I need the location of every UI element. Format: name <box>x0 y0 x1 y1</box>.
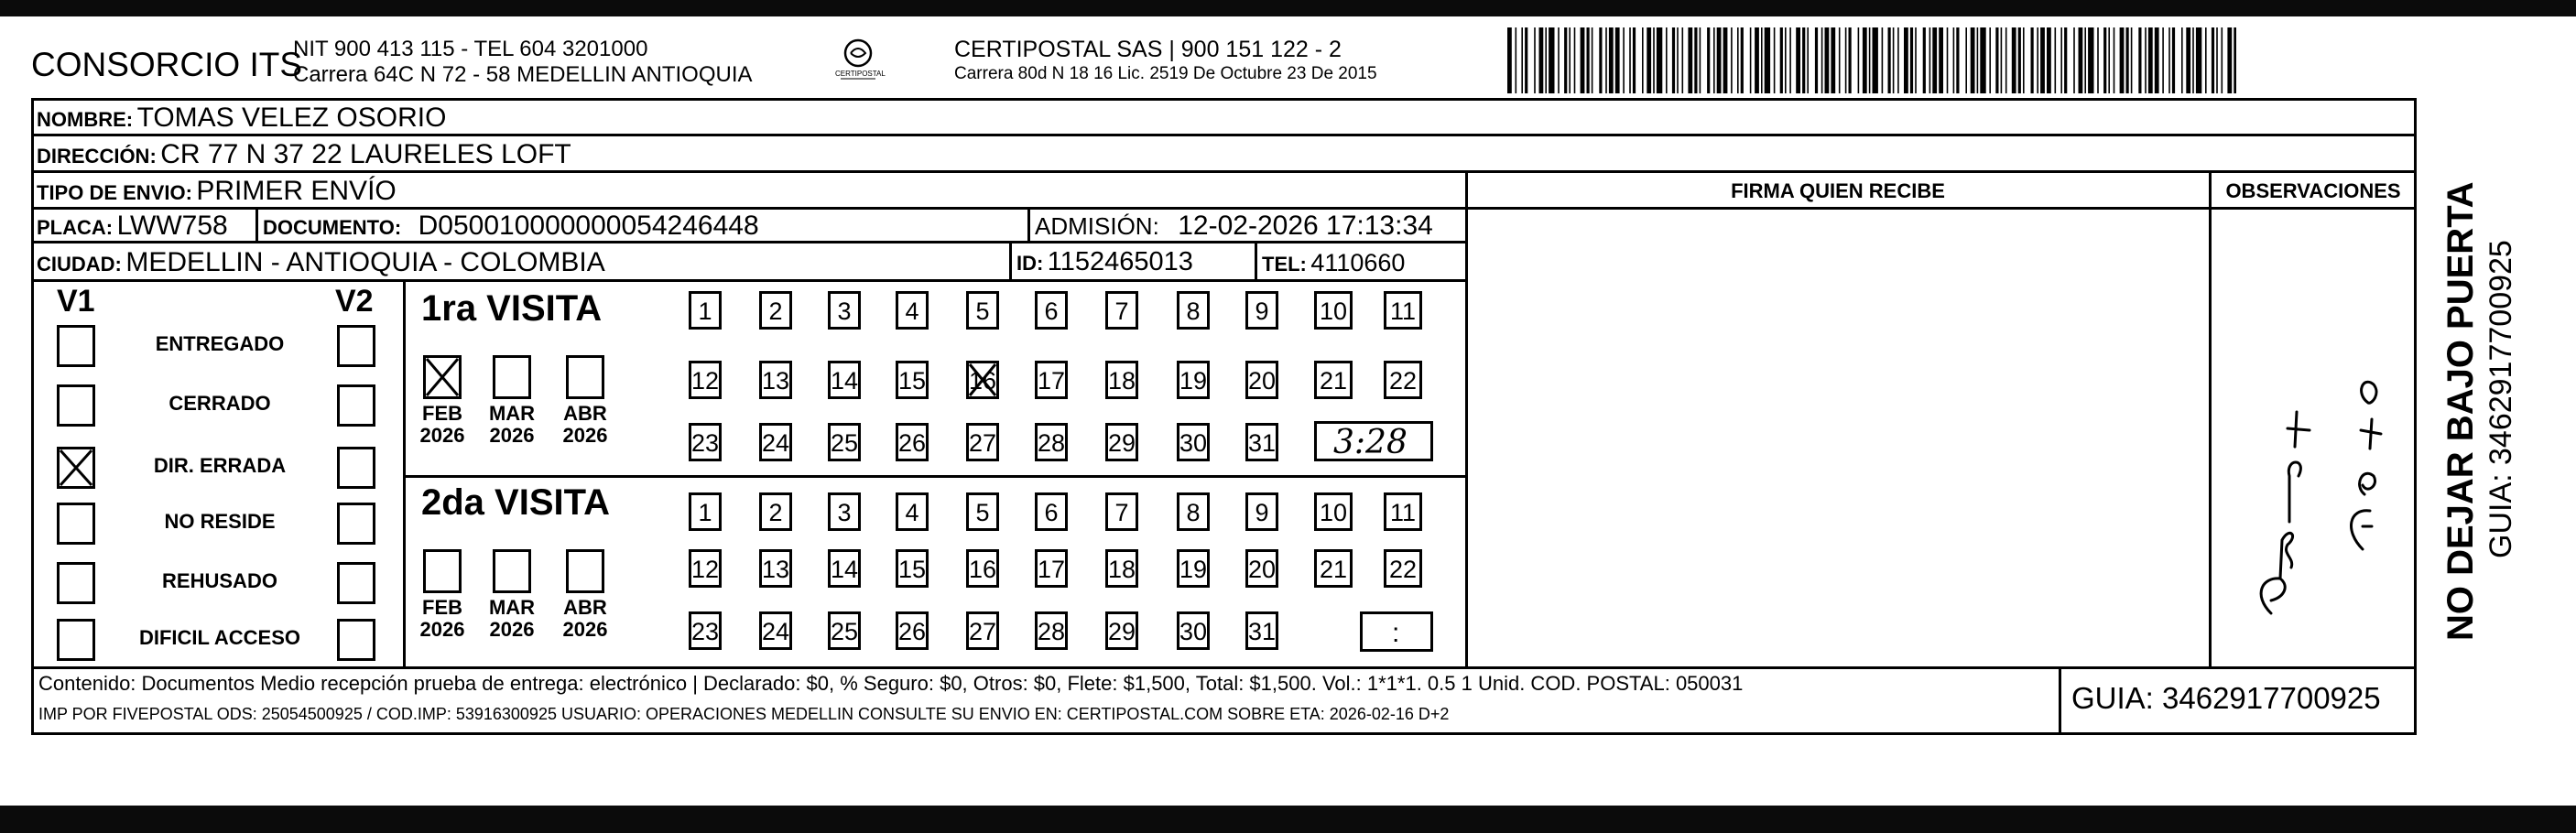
day-box[interactable]: 29 <box>1105 423 1138 461</box>
documento-label: DOCUMENTO: <box>263 216 402 239</box>
day-box[interactable]: 25 <box>828 423 861 461</box>
day-box[interactable]: 28 <box>1035 611 1068 650</box>
footer-line-1: Contenido: Documentos Medio recepción prueba de entrega: electrónico | Declarado: $0, % Seguro: $0, Otros: $0, Flete: $1,500, Total: $1,500. Vol.: 1*1*1. 0.5 1 Unid. COD. POSTAL: 050031 <box>38 672 1744 695</box>
day-box[interactable]: 23 <box>689 611 722 650</box>
tel-field <box>1262 249 1405 277</box>
day-box[interactable]: 9 <box>1245 291 1278 330</box>
day-box[interactable]: 7 <box>1105 291 1138 330</box>
v2-header: V2 <box>335 284 374 319</box>
day-box[interactable]: 20 <box>1245 549 1278 588</box>
v1-checkbox[interactable] <box>57 325 95 367</box>
v1-checkbox[interactable] <box>57 384 95 427</box>
placa-value: LWW758 <box>116 211 228 241</box>
first-visit-time: 3:28 <box>1333 424 1408 461</box>
day-box[interactable]: 3 <box>828 291 861 330</box>
day-box[interactable]: 8 <box>1177 291 1210 330</box>
status-label: CERRADO <box>168 392 271 415</box>
admision-label: ADMISIÓN: <box>1035 212 1159 240</box>
day-box[interactable]: 23 <box>689 423 722 461</box>
day-box[interactable]: 24 <box>759 423 792 461</box>
nombre-value: TOMAS VELEZ OSORIO <box>136 103 447 133</box>
day-box[interactable]: 24 <box>759 611 792 650</box>
month-label: FEB 2026 <box>419 596 465 641</box>
month-checkbox[interactable] <box>566 549 604 593</box>
month-checkbox[interactable] <box>423 549 462 593</box>
day-box[interactable]: 27 <box>966 423 999 461</box>
carrier-name: CERTIPOSTAL SAS | 900 151 122 - 2 <box>954 37 1342 62</box>
handwritten-observation <box>2234 339 2390 632</box>
day-box[interactable]: 2 <box>759 291 792 330</box>
day-box[interactable]: 9 <box>1245 492 1278 531</box>
day-box[interactable]: 20 <box>1245 361 1278 399</box>
day-box[interactable]: 12 <box>689 549 722 588</box>
day-box[interactable]: 19 <box>1177 549 1210 588</box>
observaciones-header: OBSERVACIONES <box>2225 179 2401 202</box>
footer-guia: GUIA: 3462917700925 <box>2071 681 2381 715</box>
second-visit-title: 2da VISITA <box>421 482 610 523</box>
tel-value: 4110660 <box>1310 249 1406 276</box>
firma-header: FIRMA QUIEN RECIBE <box>1731 179 1945 202</box>
month-label: FEB 2026 <box>419 402 465 447</box>
day-box[interactable]: 6 <box>1035 492 1068 531</box>
day-box[interactable]: 21 <box>1314 361 1353 399</box>
ciudad-field <box>37 247 605 278</box>
admision-value: 12-02-2026 17:13:34 <box>1178 211 1433 241</box>
day-box[interactable]: 14 <box>828 549 861 588</box>
row-line-2 <box>31 170 2417 173</box>
day-box[interactable]: 21 <box>1314 549 1353 588</box>
day-box[interactable]: 13 <box>759 549 792 588</box>
day-box[interactable]: 14 <box>828 361 861 399</box>
id-label: ID: <box>1016 252 1044 275</box>
day-box[interactable]: 31 <box>1245 611 1278 650</box>
v2-checkbox[interactable] <box>337 384 375 427</box>
documento-value: D050010000000054246448 <box>418 211 759 241</box>
id-divider <box>1255 241 1257 279</box>
nombre-label: NOMBRE: <box>37 108 134 131</box>
day-box[interactable]: 3 <box>828 492 861 531</box>
logo-caption: CERTIPOSTAL <box>835 70 886 78</box>
direccion-value: CR 77 N 37 22 LAURELES LOFT <box>160 139 571 169</box>
admision-field <box>1035 211 1433 242</box>
day-box[interactable]: 15 <box>896 549 929 588</box>
day-box[interactable]: 26 <box>896 611 929 650</box>
bottom-border-bar <box>0 806 2576 833</box>
company-address: Carrera 64C N 72 - 58 MEDELLIN ANTIOQUIA <box>293 62 753 87</box>
placa-label: PLACA: <box>37 216 114 239</box>
day-box[interactable]: 4 <box>896 492 929 531</box>
direccion-field <box>37 139 571 170</box>
visit-panel-divider <box>403 279 406 666</box>
day-box[interactable]: 12 <box>689 361 722 399</box>
day-box[interactable]: 8 <box>1177 492 1210 531</box>
v1-checkbox[interactable] <box>57 447 95 489</box>
status-label: ENTREGADO <box>155 332 285 355</box>
top-border-bar <box>0 0 2576 16</box>
no-dejar-bajo-puerta: NO DEJAR BAJO PUERTA <box>2440 181 2481 641</box>
day-box[interactable]: 5 <box>966 291 999 330</box>
status-label: REHUSADO <box>162 569 277 592</box>
x-mark-icon <box>57 447 95 489</box>
day-box[interactable]: 1 <box>689 492 722 531</box>
company-name: CONSORCIO ITS <box>31 46 303 83</box>
day-box[interactable]: 16 <box>966 361 999 399</box>
status-label: NO RESIDE <box>164 510 276 533</box>
nombre-field <box>37 103 446 134</box>
tel-label: TEL: <box>1262 253 1307 276</box>
day-box[interactable]: 26 <box>896 423 929 461</box>
day-box[interactable]: 28 <box>1035 423 1068 461</box>
footer-line-2: IMP POR FIVEPOSTAL ODS: 25054500925 / COD.IMP: 53916300925 USUARIO: OPERACIONES MEDELLIN CONSULTE SU ENVIO EN: CERTIPOSTAL.COM SOBRE ETA: 2026-02-16 D+2 <box>38 705 1450 723</box>
day-box[interactable]: 4 <box>896 291 929 330</box>
day-box[interactable]: 10 <box>1314 291 1353 330</box>
month-checkbox[interactable] <box>493 355 531 399</box>
side-guia: GUIA: 3462917700925 <box>2484 240 2518 558</box>
month-label: MAR 2026 <box>488 596 536 641</box>
observations-right-edge <box>2414 170 2417 666</box>
day-box[interactable]: 18 <box>1105 549 1138 588</box>
barcode <box>1507 27 2236 93</box>
month-checkbox[interactable] <box>566 355 604 399</box>
day-box[interactable]: 22 <box>1384 549 1422 588</box>
documento-divider <box>1027 207 1030 242</box>
day-box[interactable]: 6 <box>1035 291 1068 330</box>
v2-checkbox[interactable] <box>337 447 375 489</box>
day-box[interactable]: 31 <box>1245 423 1278 461</box>
day-box[interactable]: 10 <box>1314 492 1353 531</box>
day-box[interactable]: 13 <box>759 361 792 399</box>
day-box[interactable]: 29 <box>1105 611 1138 650</box>
second-visit-time-box <box>1360 611 1433 652</box>
ciudad-value: MEDELLIN - ANTIOQUIA - COLOMBIA <box>125 247 605 277</box>
footer-guia-divider <box>2059 666 2061 735</box>
day-box[interactable]: 17 <box>1035 549 1068 588</box>
documento-field <box>263 211 759 242</box>
day-box[interactable]: 30 <box>1177 611 1210 650</box>
day-box[interactable]: 11 <box>1384 492 1422 531</box>
id-value: 1152465013 <box>1047 247 1193 276</box>
v2-checkbox[interactable] <box>337 562 375 604</box>
tipo-envio-label: TIPO DE ENVIO: <box>37 181 192 204</box>
day-box[interactable]: 22 <box>1384 361 1422 399</box>
v1-checkbox[interactable] <box>57 503 95 545</box>
first-visit-time-box <box>1314 421 1433 461</box>
month-checkbox[interactable] <box>493 549 531 593</box>
day-box[interactable]: 19 <box>1177 361 1210 399</box>
month-checkbox[interactable] <box>423 355 462 399</box>
month-label: ABR 2026 <box>562 402 608 447</box>
id-field <box>1016 247 1193 277</box>
first-visit-title: 1ra VISITA <box>421 288 603 329</box>
tipo-envio-field <box>37 176 397 207</box>
day-box[interactable]: 16 <box>966 549 999 588</box>
row-line-5 <box>31 279 1467 282</box>
signature-divider <box>1465 170 1468 666</box>
ciudad-label: CIUDAD: <box>37 253 122 276</box>
second-visit-time: : <box>1392 618 1400 648</box>
observations-divider <box>2209 170 2212 666</box>
v1-checkbox[interactable] <box>57 562 95 604</box>
month-label: ABR 2026 <box>562 596 608 641</box>
status-label: DIFICIL ACCESO <box>138 626 300 649</box>
day-box[interactable]: 7 <box>1105 492 1138 531</box>
day-box[interactable]: 17 <box>1035 361 1068 399</box>
company-nit-tel: NIT 900 413 115 - TEL 604 3201000 <box>293 37 648 61</box>
placa-field <box>37 211 228 242</box>
visit-split-line <box>403 475 1467 478</box>
day-box[interactable]: 25 <box>828 611 861 650</box>
month-label: MAR 2026 <box>488 402 536 447</box>
day-box[interactable]: 18 <box>1105 361 1138 399</box>
v2-checkbox[interactable] <box>337 503 375 545</box>
x-mark-icon <box>423 355 462 399</box>
day-box[interactable]: 27 <box>966 611 999 650</box>
certipostal-logo <box>835 35 886 90</box>
v2-checkbox[interactable] <box>337 619 375 661</box>
carrier-address: Carrera 80d N 18 16 Lic. 2519 De Octubre 23 De 2015 <box>954 64 1377 83</box>
tipo-envio-value: PRIMER ENVÍO <box>196 176 397 206</box>
day-box[interactable]: 1 <box>689 291 722 330</box>
signature-header-line <box>1465 207 2417 210</box>
status-label: DIR. ERRADA <box>153 454 287 477</box>
day-box[interactable]: 11 <box>1384 291 1422 330</box>
placa-divider <box>255 207 258 242</box>
direccion-label: DIRECCIÓN: <box>37 145 157 168</box>
row-line-1 <box>31 134 2417 136</box>
day-box[interactable]: 5 <box>966 492 999 531</box>
v1-header: V1 <box>57 284 95 319</box>
day-box[interactable]: 15 <box>896 361 929 399</box>
v2-checkbox[interactable] <box>337 325 375 367</box>
v1-checkbox[interactable] <box>57 619 95 661</box>
day-box[interactable]: 30 <box>1177 423 1210 461</box>
ciudad-divider <box>1009 241 1012 279</box>
day-box[interactable]: 2 <box>759 492 792 531</box>
